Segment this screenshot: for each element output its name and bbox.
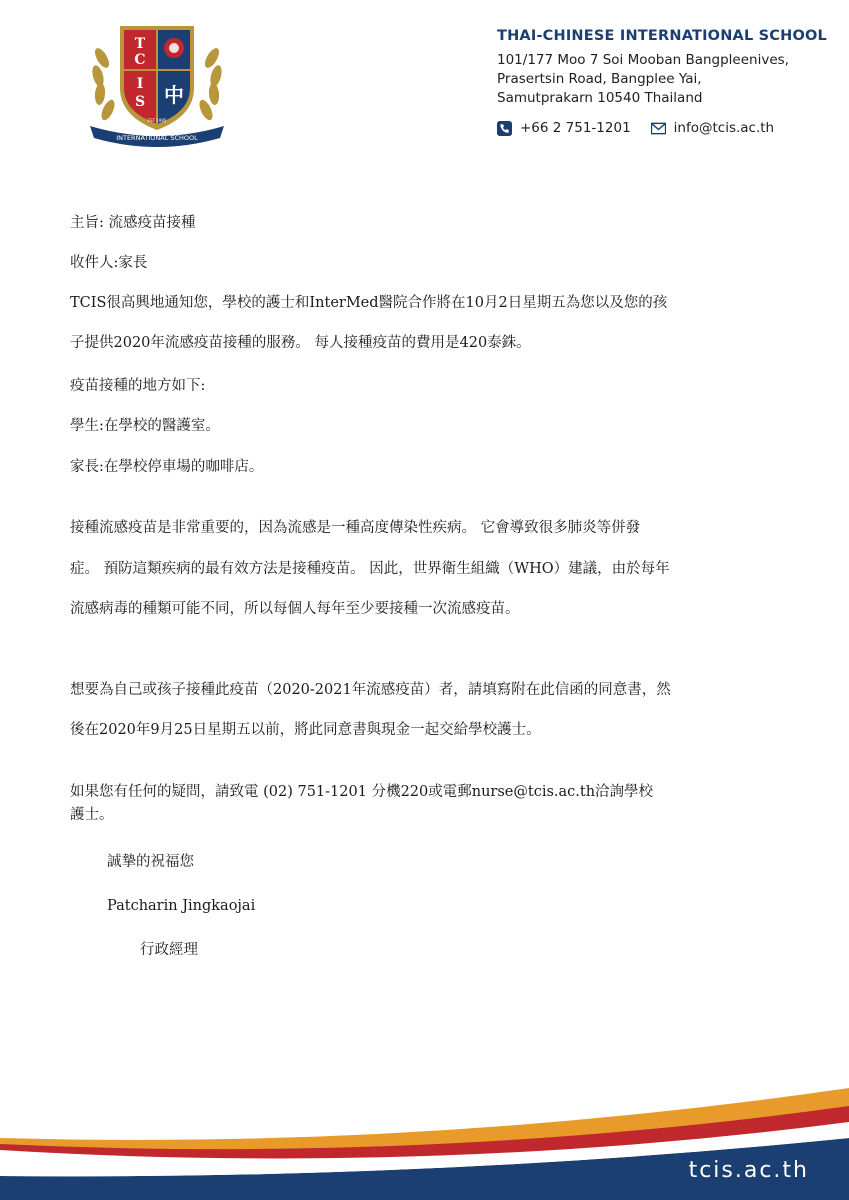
school-logo	[82, 18, 232, 148]
address-line-1: 101/177 Moo 7 Soi Mooban Bangpleenives,	[497, 52, 789, 68]
logo-letter-i: I	[136, 76, 144, 92]
address-line-3: Samutprakarn 10540 Thailand	[497, 90, 703, 106]
email-icon	[651, 121, 666, 136]
signer-name: Patcharin Jingkaojai	[107, 898, 256, 914]
para1-line-1: TCIS很高興地通知您，學校的護士和InterMed醫院合作將在10月2日星期五為您以及您的孩	[70, 295, 668, 311]
para4-line-1: 如果您有任何的疑問，請致電 (02) 751-1201 分機220或電郵nurse@tcis.ac.th洽詢學校	[70, 784, 654, 800]
logo-ribbon-text: INTERNATIONAL SCHOOL	[116, 134, 198, 142]
location-parents: 家長:在學校停車場的咖啡店。	[70, 459, 264, 475]
para3-line-2: 後在2020年9月25日星期五以前，將此同意書與現金一起交給學校護士。	[70, 722, 541, 738]
letter-recipient: 收件人:家長	[70, 255, 148, 271]
signer-title: 行政經理	[140, 942, 198, 958]
para2-line-3: 流感病毒的種類可能不同，所以每個人每年至少要接種一次流感疫苗。	[70, 601, 520, 617]
email-address: info@tcis.ac.th	[673, 120, 775, 136]
para1-line-2: 子提供2020年流感疫苗接種的服務。 每人接種疫苗的費用是420泰銖。	[70, 335, 531, 351]
para3-line-1: 想要為自己或孩子接種此疫苗（2020-2021年流感疫苗）者，請填寫附在此信函的同意書，然	[70, 682, 671, 698]
locations-title: 疫苗接種的地方如下:	[70, 378, 206, 394]
phone-number: +66 2 751-1201	[520, 120, 631, 136]
footer-url: tcis.ac.th	[688, 1158, 809, 1183]
letter-subject: 主旨: 流感疫苗接種	[70, 215, 196, 231]
location-students: 學生:在學校的醫護室。	[70, 418, 220, 434]
logo-letter-s: S	[134, 94, 146, 110]
letterhead	[497, 28, 827, 136]
para4-line-2: 護士。	[70, 807, 114, 823]
logo-letter-t: T	[134, 36, 146, 52]
logo-est: EST 1995	[147, 118, 167, 123]
logo-letter-c: C	[134, 52, 146, 68]
para2-line-1: 接種流感疫苗是非常重要的，因為流感是一種高度傳染性疾病。 它會導致很多肺炎等併發	[70, 520, 641, 536]
letter-closing: 誠摯的祝福您	[107, 854, 194, 870]
logo-chinese-char: 中	[164, 83, 184, 107]
para2-line-2: 症。 預防這類疾病的最有效方法是接種疫苗。 因此，世界衛生組織（WHO）建議，由於每年	[70, 561, 670, 577]
address-line-2: Prasertsin Road, Bangplee Yai,	[497, 71, 702, 87]
phone-icon	[497, 121, 512, 136]
school-name: THAI-CHINESE INTERNATIONAL SCHOOL	[497, 28, 827, 44]
contact-row	[497, 120, 827, 136]
